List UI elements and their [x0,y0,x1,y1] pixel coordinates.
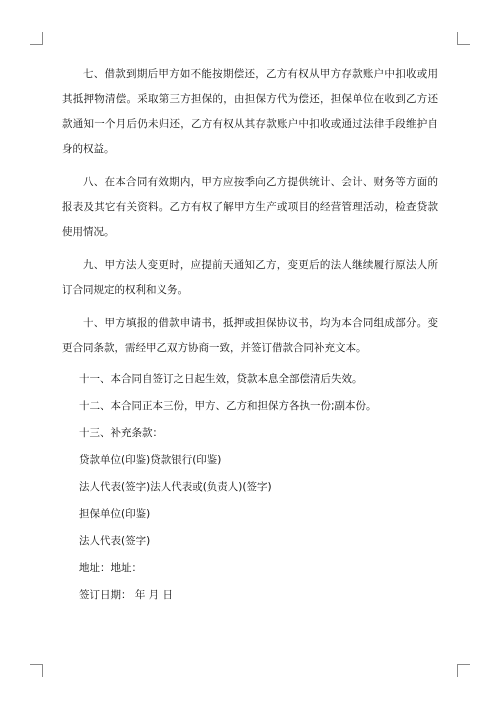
crop-mark-top-left [30,32,43,45]
signature-lender-units: 贷款单位(印鉴)贷款银行(印鉴) [79,454,222,466]
signature-guarantor-rep: 法人代表(签字) [79,535,151,547]
clause-7: 七、借款到期后甲方如不能按期偿还，乙方有权从甲方存款账户中扣收或用其抵押物清偿。采取第三方担保的，由担保方代为偿还，担保单位在收到乙方还款通知一个月后仍未归还，乙方有权从其存款账户中扣收或通过法律手段维护自身的权益。 [62,68,438,155]
clause-10: 十、甲方填报的借款申请书，抵押或担保协议书，均为本合同组成部分。变更合同条款，需经甲乙双方协商一致，并签订借款合同补充文本。 [62,317,438,354]
document-body [62,62,438,612]
clause-11: 十一、本合同自签订之日起生效，贷款本息全部偿清后失效。 [79,373,363,385]
clause-13: 十三、补充条款： [79,427,163,439]
address-line: 地址：地址： [79,562,142,574]
crop-mark-bottom-left [30,664,43,677]
signature-guarantor: 担保单位(印鉴) [79,508,151,520]
clause-9: 九、甲方法人变更时，应提前天通知乙方，变更后的法人继续履行原法人所订合同规定的权利和义务。 [62,259,438,296]
clause-8: 八、在本合同有效期内，甲方应按季向乙方提供统计、会计、财务等方面的报表及其它有关资料。乙方有权了解甲方生产或项目的经营管理活动，检查贷款使用情况。 [62,176,438,238]
crop-mark-bottom-right [457,664,470,677]
clause-12: 十二、本合同正本三份，甲方、乙方和担保方各执一份;副本份。 [79,400,377,412]
signature-legal-reps: 法人代表(签字)法人代表或(负责人)(签字) [79,481,272,493]
crop-mark-top-right [457,32,470,45]
signing-date: 签订日期： 年 月 日 [79,589,174,601]
